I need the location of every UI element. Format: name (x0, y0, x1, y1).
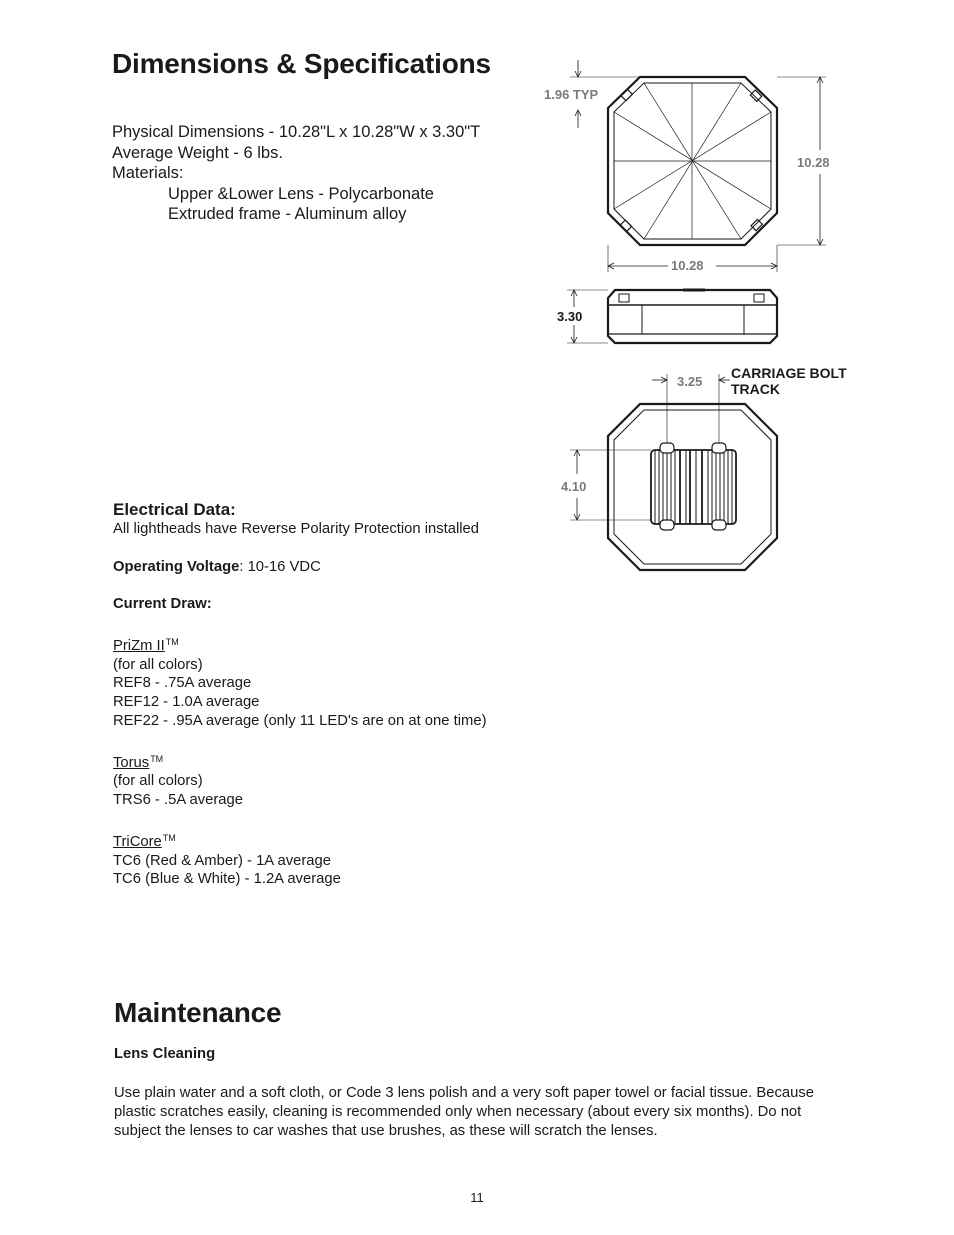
spec-line: (for all colors) (113, 773, 203, 790)
product-tricore (113, 829, 573, 889)
trademark-mark: TM (165, 636, 179, 647)
spec-line: (for all colors) (113, 656, 203, 673)
track-offset-label: 4.10 (561, 479, 587, 494)
carriage-bolt-label-line2: TRACK (731, 381, 780, 397)
side-view-drawing (567, 290, 777, 343)
product-name: TriCore (113, 833, 162, 850)
product-name: Torus (113, 754, 150, 771)
electrical-block (113, 520, 573, 889)
bottom-view-drawing (570, 374, 777, 570)
trademark-mark: TM (162, 832, 176, 843)
spec-line: TRS6 - .5A average (113, 792, 243, 809)
lens-cleaning-subtitle: Lens Cleaning (114, 1046, 216, 1062)
lens-cleaning-paragraph (114, 1084, 894, 1140)
thickness-dimension-label: 3.30 (557, 309, 583, 324)
spec-line: TC6 (Red & Amber) - 1A average (113, 852, 331, 869)
paragraph-line: plastic scratches easily, cleaning is recommended only when necessary (about every six months). Do not (114, 1103, 802, 1120)
page-number: 11 (470, 1190, 484, 1205)
paragraph-line: subject the lenses to car washes that use brushes, as these will scratch the lenses. (114, 1122, 658, 1139)
voltage-label: Operating Voltage (113, 558, 240, 575)
material-item: Upper &Lower Lens - Polycarbonate (168, 184, 434, 203)
spec-line: REF22 - .95A average (only 11 LED's are on at one time) (113, 712, 487, 729)
carriage-bolt-label-line1: CARRIAGE BOLT (731, 365, 847, 381)
maintenance-title: Maintenance (114, 997, 282, 1028)
dimension-drawings (540, 55, 880, 580)
spec-line: TC6 (Blue & White) - 1.2A average (113, 871, 341, 888)
voltage-value: : 10-16 VDC (239, 558, 321, 575)
operating-voltage (113, 558, 573, 577)
track-spacing-label: 3.25 (677, 374, 703, 389)
product-prizm (113, 633, 573, 731)
physical-dimensions: Physical Dimensions - 10.28"L x 10.28"W x 3.30"T (112, 123, 481, 141)
spec-line: REF8 - .75A average (113, 675, 252, 692)
average-weight: Average Weight - 6 lbs. (112, 143, 283, 162)
paragraph-line: Use plain water and a soft cloth, or Code 3 lens polish and a very soft paper towel or facial tissue. Because (114, 1085, 814, 1101)
spec-block (112, 122, 532, 225)
materials-list (112, 184, 532, 225)
polarity-note: All lightheads have Reverse Polarity Protection installed (113, 521, 480, 537)
current-draw-label: Current Draw: (113, 596, 212, 613)
spec-line: REF12 - 1.0A average (113, 694, 260, 711)
material-item: Extruded frame - Aluminum alloy (168, 205, 407, 223)
height-dimension-label: 10.28 (797, 155, 830, 170)
electrical-title: Electrical Data: (113, 500, 236, 519)
product-torus (113, 750, 573, 810)
product-name: PriZm II (113, 637, 165, 654)
top-view-drawing (570, 60, 826, 272)
typ-dimension-label: 1.96 TYP (544, 87, 599, 102)
materials-label: Materials: (112, 164, 184, 182)
trademark-mark: TM (150, 753, 164, 764)
width-dimension-label: 10.28 (671, 258, 704, 273)
dimensions-title: Dimensions & Specifications (112, 48, 491, 79)
